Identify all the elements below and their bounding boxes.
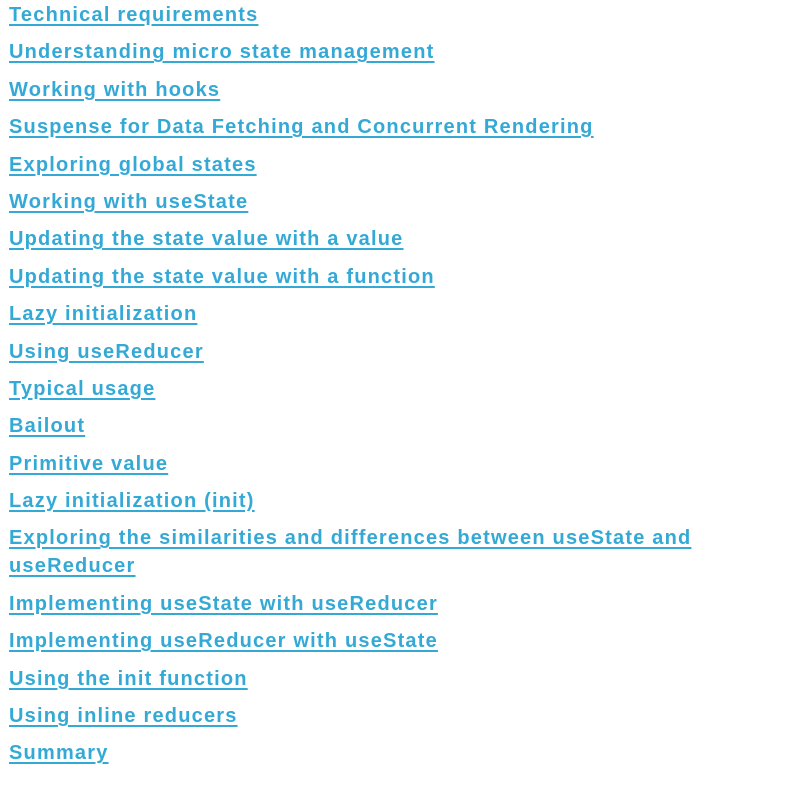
toc-item [9, 264, 792, 292]
toc-item [9, 488, 792, 516]
toc-link-usereducer-with-usestate[interactable]: Implementing useReducer with useState [9, 630, 438, 653]
toc-link-working-with-hooks[interactable]: Working with hooks [9, 78, 221, 101]
toc-link-lazy-initialization-init[interactable]: Lazy initialization (init) [9, 490, 255, 513]
toc-item [9, 703, 792, 731]
toc-item [9, 740, 792, 768]
toc-link-working-with-usestate[interactable]: Working with useState [9, 190, 249, 213]
toc-link-updating-with-value[interactable]: Updating the state value with a value [9, 228, 404, 251]
toc-item [9, 226, 792, 254]
toc-link-updating-with-function[interactable]: Updating the state value with a function [9, 265, 435, 288]
toc-link-technical-requirements[interactable]: Technical requirements [9, 4, 259, 26]
toc-link-using-init-function[interactable]: Using the init function [9, 667, 248, 690]
toc-link-similarities-differences[interactable]: Exploring the similarities and differences between useState and useReducer [9, 527, 692, 578]
toc-item [9, 189, 792, 217]
toc-link-suspense-data-fetching[interactable]: Suspense for Data Fetching and Concurrent Rendering [9, 116, 594, 139]
toc-link-using-usereducer[interactable]: Using useReducer [9, 340, 204, 363]
toc-link-primitive-value[interactable]: Primitive value [9, 452, 169, 475]
toc-item [9, 666, 792, 694]
toc-link-lazy-initialization[interactable]: Lazy initialization [9, 303, 198, 326]
toc-link-bailout[interactable]: Bailout [9, 415, 86, 438]
toc-item [9, 39, 792, 67]
toc-item [9, 301, 792, 329]
toc-item [9, 591, 792, 619]
toc-link-understanding-micro-state-management[interactable]: Understanding micro state management [9, 41, 435, 64]
toc-link-typical-usage[interactable]: Typical usage [9, 377, 156, 400]
toc-link-summary[interactable]: Summary [9, 742, 109, 765]
toc-link-using-inline-reducers[interactable]: Using inline reducers [9, 705, 238, 728]
toc-item [9, 114, 792, 142]
toc-item [9, 2, 792, 30]
table-of-contents [9, 2, 792, 778]
toc-item [9, 339, 792, 367]
toc-item [9, 525, 792, 581]
toc-item [9, 77, 792, 105]
toc-item [9, 376, 792, 404]
toc-link-usestate-with-usereducer[interactable]: Implementing useState with useReducer [9, 592, 438, 615]
toc-link-exploring-global-states[interactable]: Exploring global states [9, 153, 257, 176]
toc-item [9, 413, 792, 441]
toc-item [9, 451, 792, 479]
toc-item [9, 628, 792, 656]
toc-item [9, 152, 792, 180]
